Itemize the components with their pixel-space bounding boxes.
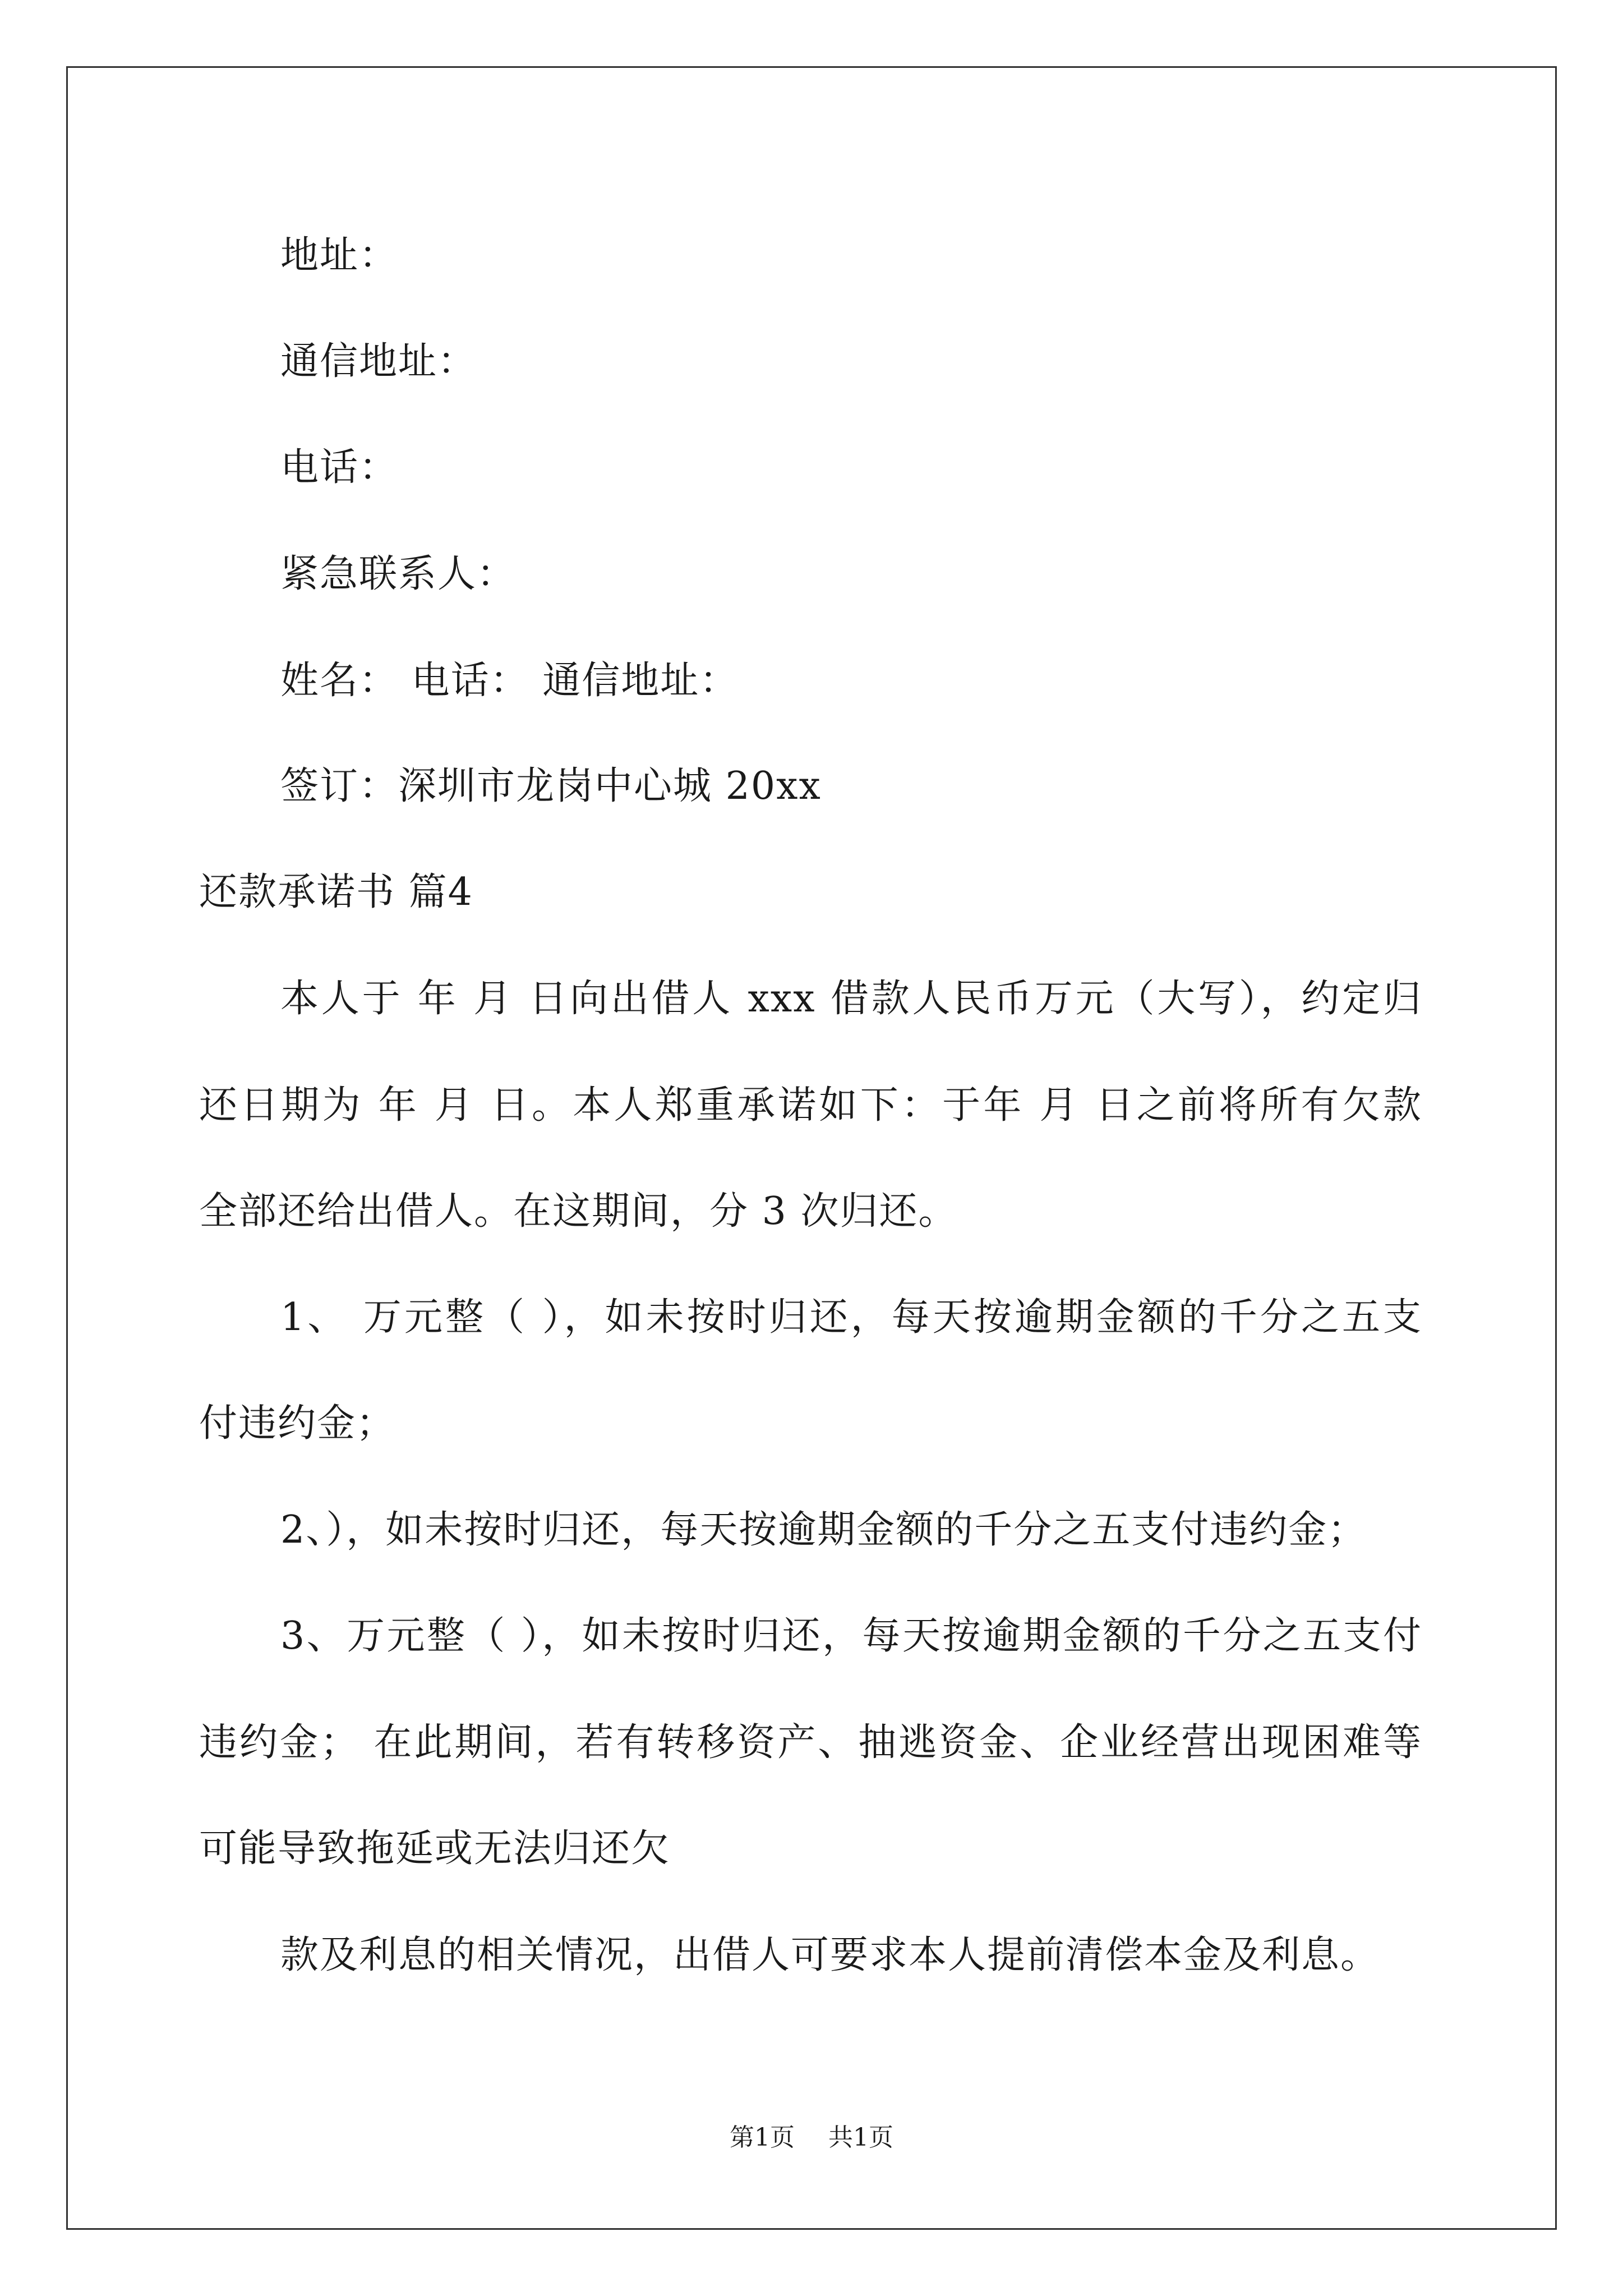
page-count: 共1页 (828, 2123, 893, 2152)
paragraph-line: 全部还给出借人。在这期间，分 3 次归还。 (199, 1189, 958, 1234)
list-item-3-continued: 可能导致拖延或无法归还欠 (199, 1826, 671, 1871)
mailing-address-line: 通信地址： (280, 339, 477, 384)
page-footer (0, 2125, 1623, 2150)
list-item-3: 3、万元整（ ），如未按时归还，每天按逾期金额的千分之五支付 (280, 1614, 1422, 1658)
contact-fields-line: 姓名： 电话： 通信地址： (280, 659, 739, 703)
page-border (66, 66, 1557, 2230)
list-item-1-continued: 付违约金； (199, 1401, 396, 1446)
list-item-1: 1、 万元整（ ），如未按时归还，每天按逾期金额的千分之五支 (280, 1295, 1422, 1340)
list-item-2: 2、），如未按时归还，每天按逾期金额的千分之五支付违约金； (280, 1508, 1367, 1552)
closing-paragraph: 款及利息的相关情况，出借人可要求本人提前清偿本金及利息。 (280, 1933, 1380, 1977)
page-number: 第1页 (730, 2123, 795, 2152)
list-item-3-continued: 违约金； 在此期间，若有转移资产、抽逃资金、企业经营出现困难等 (199, 1720, 1422, 1765)
paragraph-line: 本人于 年 月 日向出借人 xxx 借款人民币万元（大写），约定归 (280, 977, 1422, 1021)
phone-line: 电话： (280, 445, 399, 490)
section-heading: 还款承诺书 篇4 (199, 870, 473, 914)
address-line: 地址： (280, 233, 399, 278)
signing-place-line: 签订：深圳市龙岗中心城 20xx (280, 764, 822, 808)
emergency-contact-line: 紧急联系人： (280, 552, 517, 596)
paragraph-line: 还日期为 年 月 日。本人郑重承诺如下：于年 月 日之前将所有欠款 (199, 1083, 1422, 1128)
